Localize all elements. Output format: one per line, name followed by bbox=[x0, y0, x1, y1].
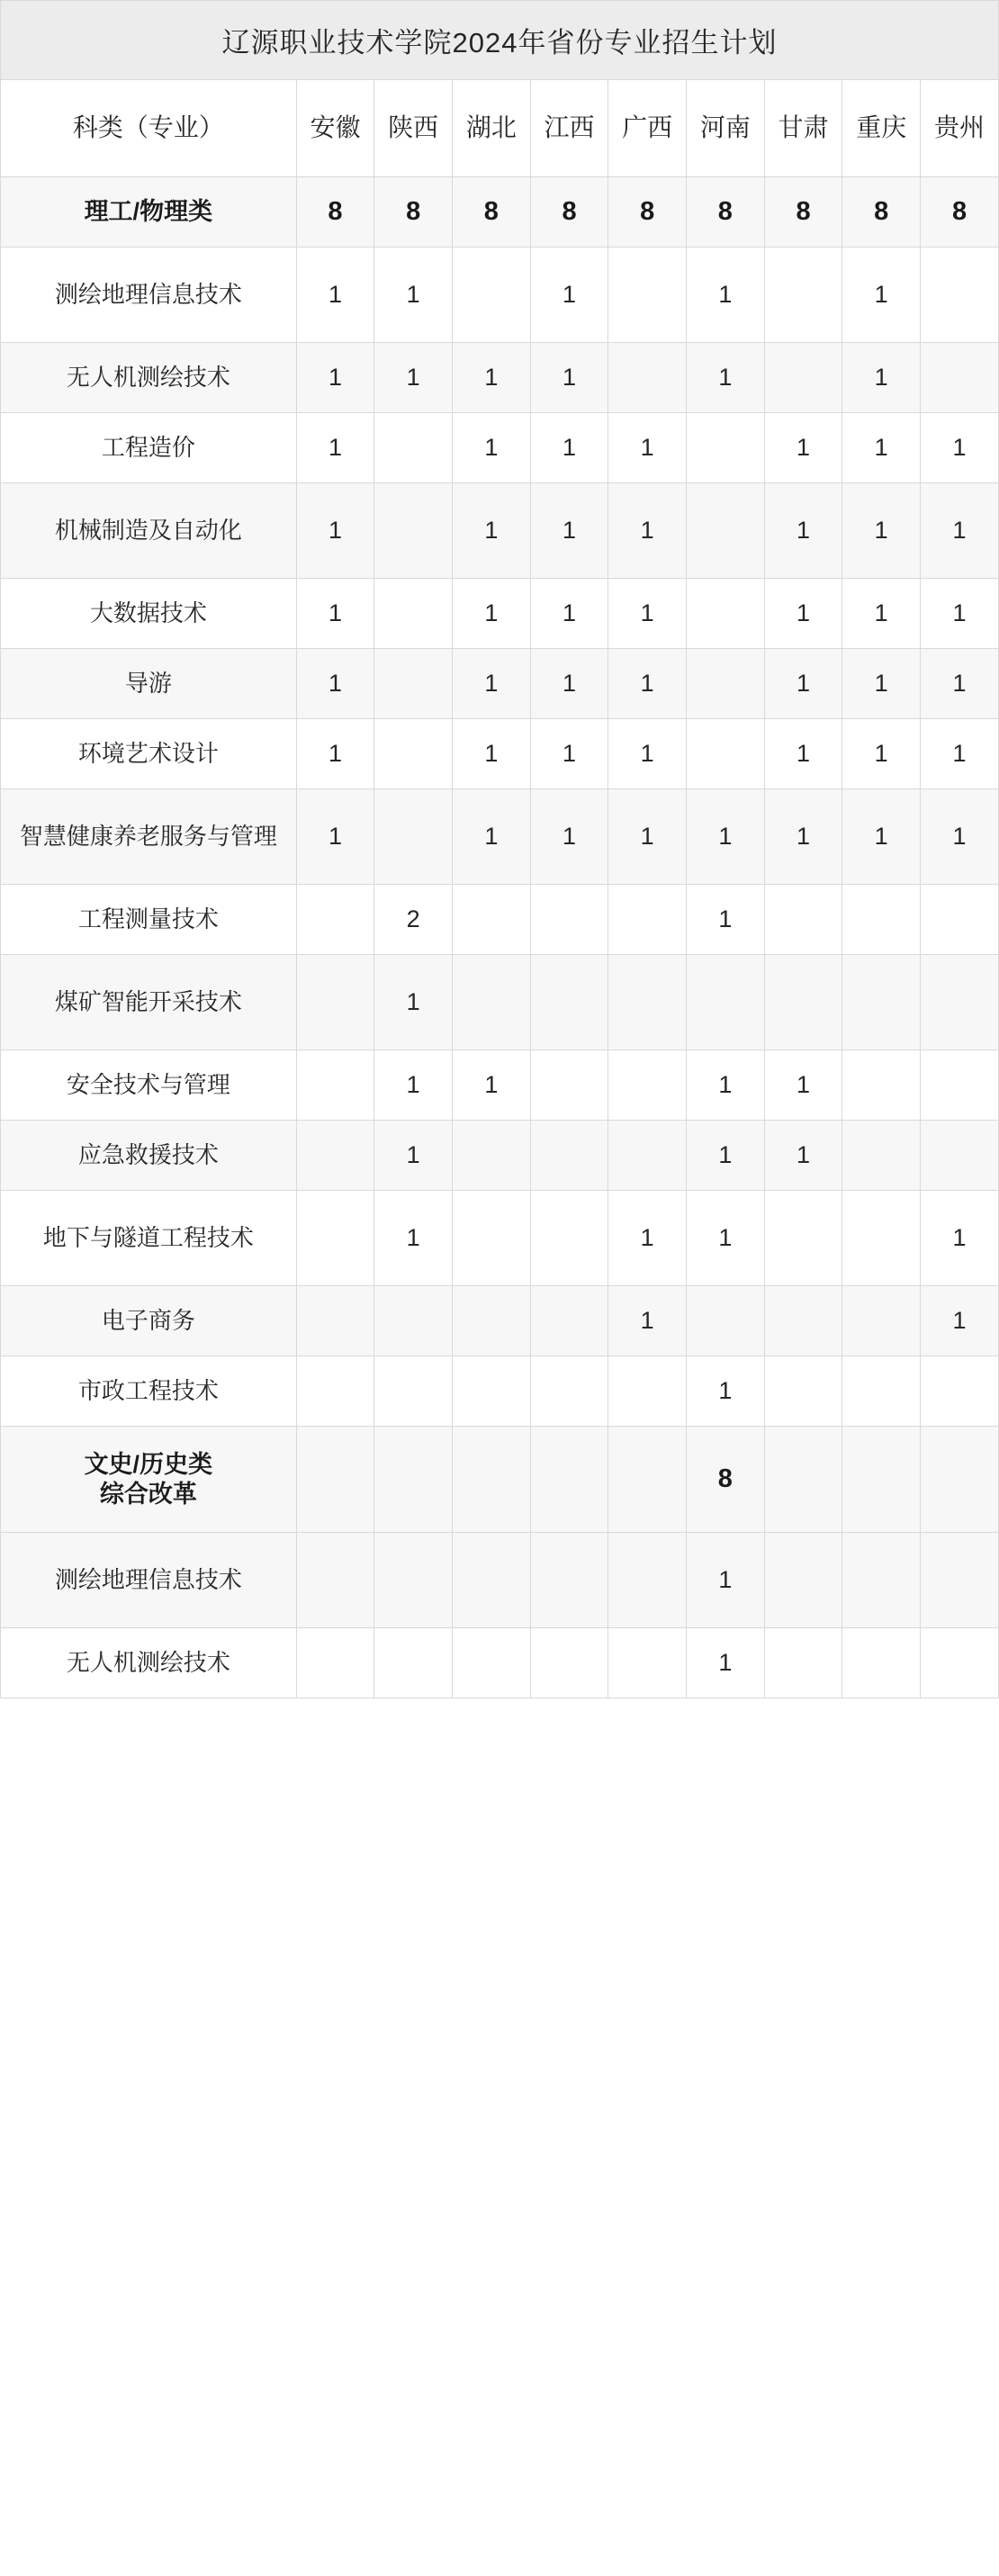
major-name: 安全技术与管理 bbox=[1, 1050, 297, 1121]
quota-cell: 1 bbox=[530, 343, 608, 413]
category-row bbox=[1, 1427, 999, 1533]
quota-cell bbox=[687, 483, 765, 579]
quota-cell: 8 bbox=[764, 177, 842, 248]
quota-cell: 1 bbox=[842, 343, 921, 413]
quota-cell bbox=[687, 413, 765, 483]
quota-cell bbox=[374, 483, 453, 579]
quota-cell bbox=[764, 1191, 842, 1286]
title-row bbox=[1, 1, 999, 80]
quota-cell bbox=[374, 789, 453, 885]
quota-cell: 1 bbox=[687, 1628, 765, 1698]
quota-cell bbox=[296, 1050, 374, 1121]
table-row bbox=[1, 1050, 999, 1121]
quota-cell: 1 bbox=[687, 1356, 765, 1427]
quota-cell: 1 bbox=[374, 955, 453, 1050]
quota-cell: 1 bbox=[842, 719, 921, 789]
quota-cell bbox=[842, 1191, 921, 1286]
quota-cell: 1 bbox=[921, 1286, 999, 1356]
quota-cell bbox=[374, 1356, 453, 1427]
quota-cell bbox=[296, 1191, 374, 1286]
quota-cell bbox=[453, 1427, 531, 1533]
quota-cell: 1 bbox=[608, 483, 687, 579]
quota-cell bbox=[842, 1050, 921, 1121]
quota-cell: 1 bbox=[921, 579, 999, 649]
quota-cell bbox=[842, 885, 921, 955]
column-header-province: 安徽 bbox=[296, 80, 374, 177]
quota-cell bbox=[764, 1286, 842, 1356]
quota-cell bbox=[764, 248, 842, 343]
table-row bbox=[1, 1356, 999, 1427]
quota-cell bbox=[608, 955, 687, 1050]
quota-cell: 1 bbox=[842, 413, 921, 483]
quota-cell: 1 bbox=[842, 789, 921, 885]
quota-cell: 1 bbox=[764, 649, 842, 719]
quota-cell bbox=[453, 1191, 531, 1286]
major-name: 无人机测绘技术 bbox=[1, 1628, 297, 1698]
quota-cell: 1 bbox=[608, 789, 687, 885]
column-header-province: 湖北 bbox=[453, 80, 531, 177]
quota-cell bbox=[764, 343, 842, 413]
quota-cell bbox=[921, 1121, 999, 1191]
quota-cell bbox=[374, 1286, 453, 1356]
quota-cell bbox=[764, 955, 842, 1050]
quota-cell bbox=[453, 885, 531, 955]
quota-cell bbox=[608, 1121, 687, 1191]
quota-cell: 1 bbox=[687, 1121, 765, 1191]
quota-cell bbox=[921, 1050, 999, 1121]
quota-cell: 1 bbox=[296, 579, 374, 649]
quota-cell bbox=[374, 413, 453, 483]
quota-cell bbox=[530, 1356, 608, 1427]
table-row bbox=[1, 1628, 999, 1698]
quota-cell bbox=[921, 885, 999, 955]
quota-cell: 1 bbox=[921, 413, 999, 483]
table-row bbox=[1, 579, 999, 649]
page-title: 辽源职业技术学院2024年省份专业招生计划 bbox=[1, 1, 999, 80]
quota-cell: 1 bbox=[764, 413, 842, 483]
quota-cell bbox=[296, 1427, 374, 1533]
quota-cell: 1 bbox=[453, 649, 531, 719]
quota-cell: 1 bbox=[608, 1191, 687, 1286]
quota-cell bbox=[921, 343, 999, 413]
quota-cell bbox=[608, 343, 687, 413]
quota-cell: 8 bbox=[608, 177, 687, 248]
quota-cell bbox=[374, 1628, 453, 1698]
quota-cell bbox=[608, 1427, 687, 1533]
quota-cell bbox=[530, 1286, 608, 1356]
quota-cell: 1 bbox=[453, 1050, 531, 1121]
quota-cell: 1 bbox=[296, 649, 374, 719]
quota-cell: 1 bbox=[764, 719, 842, 789]
quota-cell bbox=[687, 1286, 765, 1356]
quota-cell: 1 bbox=[687, 1050, 765, 1121]
quota-cell: 1 bbox=[453, 719, 531, 789]
quota-cell bbox=[921, 1533, 999, 1628]
major-name: 环境艺术设计 bbox=[1, 719, 297, 789]
quota-cell: 1 bbox=[374, 248, 453, 343]
quota-cell bbox=[296, 955, 374, 1050]
table-row bbox=[1, 719, 999, 789]
quota-cell bbox=[453, 1286, 531, 1356]
quota-cell bbox=[842, 1121, 921, 1191]
quota-cell: 1 bbox=[764, 1121, 842, 1191]
quota-cell: 8 bbox=[453, 177, 531, 248]
header-row bbox=[1, 80, 999, 177]
quota-cell bbox=[842, 1628, 921, 1698]
table-row bbox=[1, 1286, 999, 1356]
quota-cell bbox=[530, 955, 608, 1050]
quota-cell bbox=[687, 719, 765, 789]
major-name: 地下与隧道工程技术 bbox=[1, 1191, 297, 1286]
quota-cell: 1 bbox=[374, 1191, 453, 1286]
quota-cell: 8 bbox=[687, 177, 765, 248]
major-name: 测绘地理信息技术 bbox=[1, 248, 297, 343]
table-row bbox=[1, 248, 999, 343]
quota-cell bbox=[530, 885, 608, 955]
quota-cell: 1 bbox=[764, 579, 842, 649]
quota-cell bbox=[608, 1356, 687, 1427]
quota-cell bbox=[296, 885, 374, 955]
quota-cell bbox=[842, 1533, 921, 1628]
quota-cell: 1 bbox=[296, 483, 374, 579]
table-row bbox=[1, 343, 999, 413]
quota-cell bbox=[453, 955, 531, 1050]
quota-cell: 1 bbox=[842, 248, 921, 343]
quota-cell bbox=[296, 1628, 374, 1698]
major-name: 无人机测绘技术 bbox=[1, 343, 297, 413]
major-name: 机械制造及自动化 bbox=[1, 483, 297, 579]
category-label: 文史/历史类 综合改革 bbox=[1, 1427, 297, 1533]
quota-cell bbox=[296, 1356, 374, 1427]
quota-cell bbox=[842, 1356, 921, 1427]
quota-cell: 8 bbox=[687, 1427, 765, 1533]
quota-cell bbox=[921, 1427, 999, 1533]
quota-cell: 1 bbox=[687, 789, 765, 885]
quota-cell: 1 bbox=[687, 1533, 765, 1628]
quota-cell bbox=[453, 1356, 531, 1427]
quota-cell bbox=[530, 1628, 608, 1698]
quota-cell bbox=[687, 955, 765, 1050]
quota-cell bbox=[764, 1628, 842, 1698]
quota-cell bbox=[921, 1628, 999, 1698]
column-header-province: 江西 bbox=[530, 80, 608, 177]
major-name: 工程造价 bbox=[1, 413, 297, 483]
column-header-province: 甘肃 bbox=[764, 80, 842, 177]
quota-cell: 1 bbox=[530, 483, 608, 579]
quota-cell bbox=[608, 1628, 687, 1698]
quota-cell: 2 bbox=[374, 885, 453, 955]
quota-cell bbox=[296, 1533, 374, 1628]
table-row bbox=[1, 649, 999, 719]
quota-cell: 1 bbox=[296, 413, 374, 483]
quota-cell: 1 bbox=[530, 789, 608, 885]
table-body bbox=[1, 1, 999, 1698]
quota-cell: 1 bbox=[921, 1191, 999, 1286]
major-name: 导游 bbox=[1, 649, 297, 719]
quota-cell: 1 bbox=[764, 483, 842, 579]
quota-cell bbox=[530, 1050, 608, 1121]
quota-cell: 1 bbox=[921, 483, 999, 579]
quota-cell: 1 bbox=[764, 1050, 842, 1121]
quota-cell bbox=[921, 955, 999, 1050]
quota-cell bbox=[687, 649, 765, 719]
quota-cell bbox=[296, 1286, 374, 1356]
quota-cell: 1 bbox=[296, 719, 374, 789]
quota-cell: 1 bbox=[374, 1050, 453, 1121]
quota-cell bbox=[374, 1533, 453, 1628]
quota-cell: 1 bbox=[921, 649, 999, 719]
quota-cell bbox=[764, 1533, 842, 1628]
quota-cell bbox=[921, 248, 999, 343]
quota-cell bbox=[764, 885, 842, 955]
quota-cell bbox=[530, 1533, 608, 1628]
quota-cell: 1 bbox=[530, 579, 608, 649]
column-header-province: 重庆 bbox=[842, 80, 921, 177]
column-header-province: 广西 bbox=[608, 80, 687, 177]
major-name: 电子商务 bbox=[1, 1286, 297, 1356]
table-row bbox=[1, 1121, 999, 1191]
quota-cell: 1 bbox=[453, 343, 531, 413]
quota-cell: 1 bbox=[374, 343, 453, 413]
quota-cell: 1 bbox=[296, 789, 374, 885]
quota-cell: 8 bbox=[921, 177, 999, 248]
quota-cell bbox=[608, 248, 687, 343]
table-row bbox=[1, 789, 999, 885]
quota-cell bbox=[453, 1121, 531, 1191]
quota-cell: 1 bbox=[842, 579, 921, 649]
quota-cell: 1 bbox=[296, 248, 374, 343]
quota-cell: 1 bbox=[608, 719, 687, 789]
quota-cell bbox=[296, 1121, 374, 1191]
quota-cell: 1 bbox=[687, 885, 765, 955]
quota-cell: 8 bbox=[842, 177, 921, 248]
column-header-province: 贵州 bbox=[921, 80, 999, 177]
quota-cell bbox=[374, 1427, 453, 1533]
table-row bbox=[1, 413, 999, 483]
quota-cell bbox=[764, 1427, 842, 1533]
quota-cell bbox=[374, 719, 453, 789]
quota-cell: 1 bbox=[842, 649, 921, 719]
column-header-major: 科类（专业） bbox=[1, 80, 297, 177]
quota-cell: 1 bbox=[530, 413, 608, 483]
quota-cell: 1 bbox=[453, 789, 531, 885]
category-row bbox=[1, 177, 999, 248]
quota-cell bbox=[530, 1427, 608, 1533]
quota-cell: 8 bbox=[530, 177, 608, 248]
quota-cell bbox=[842, 955, 921, 1050]
quota-cell bbox=[842, 1427, 921, 1533]
quota-cell bbox=[530, 1121, 608, 1191]
quota-cell: 1 bbox=[453, 483, 531, 579]
column-header-province: 陕西 bbox=[374, 80, 453, 177]
quota-cell bbox=[374, 649, 453, 719]
quota-cell: 1 bbox=[687, 343, 765, 413]
quota-cell: 1 bbox=[687, 1191, 765, 1286]
quota-cell bbox=[453, 248, 531, 343]
major-name: 市政工程技术 bbox=[1, 1356, 297, 1427]
quota-cell: 1 bbox=[842, 483, 921, 579]
quota-cell: 1 bbox=[608, 413, 687, 483]
major-name: 煤矿智能开采技术 bbox=[1, 955, 297, 1050]
column-header-province: 河南 bbox=[687, 80, 765, 177]
quota-cell: 8 bbox=[374, 177, 453, 248]
quota-cell bbox=[374, 579, 453, 649]
table-row bbox=[1, 483, 999, 579]
table-row bbox=[1, 1533, 999, 1628]
quota-cell bbox=[453, 1628, 531, 1698]
major-name: 大数据技术 bbox=[1, 579, 297, 649]
quota-cell: 1 bbox=[608, 1286, 687, 1356]
quota-cell bbox=[608, 1050, 687, 1121]
quota-cell bbox=[764, 1356, 842, 1427]
table-row bbox=[1, 955, 999, 1050]
quota-cell: 1 bbox=[530, 649, 608, 719]
quota-cell: 1 bbox=[608, 579, 687, 649]
quota-cell: 1 bbox=[296, 343, 374, 413]
table-row bbox=[1, 1191, 999, 1286]
major-name: 工程测量技术 bbox=[1, 885, 297, 955]
major-name: 测绘地理信息技术 bbox=[1, 1533, 297, 1628]
quota-cell bbox=[608, 885, 687, 955]
quota-cell: 1 bbox=[764, 789, 842, 885]
quota-cell bbox=[608, 1533, 687, 1628]
major-name: 智慧健康养老服务与管理 bbox=[1, 789, 297, 885]
quota-cell: 8 bbox=[296, 177, 374, 248]
major-name: 应急救援技术 bbox=[1, 1121, 297, 1191]
category-label: 理工/物理类 bbox=[1, 177, 297, 248]
quota-cell bbox=[530, 1191, 608, 1286]
quota-cell bbox=[842, 1286, 921, 1356]
table-row bbox=[1, 885, 999, 955]
quota-cell: 1 bbox=[608, 649, 687, 719]
quota-cell: 1 bbox=[530, 719, 608, 789]
quota-cell: 1 bbox=[921, 789, 999, 885]
quota-cell: 1 bbox=[530, 248, 608, 343]
quota-cell: 1 bbox=[453, 413, 531, 483]
quota-cell: 1 bbox=[921, 719, 999, 789]
quota-cell bbox=[921, 1356, 999, 1427]
quota-cell bbox=[687, 579, 765, 649]
quota-cell bbox=[453, 1533, 531, 1628]
quota-cell: 1 bbox=[687, 248, 765, 343]
quota-cell: 1 bbox=[453, 579, 531, 649]
quota-cell: 1 bbox=[374, 1121, 453, 1191]
